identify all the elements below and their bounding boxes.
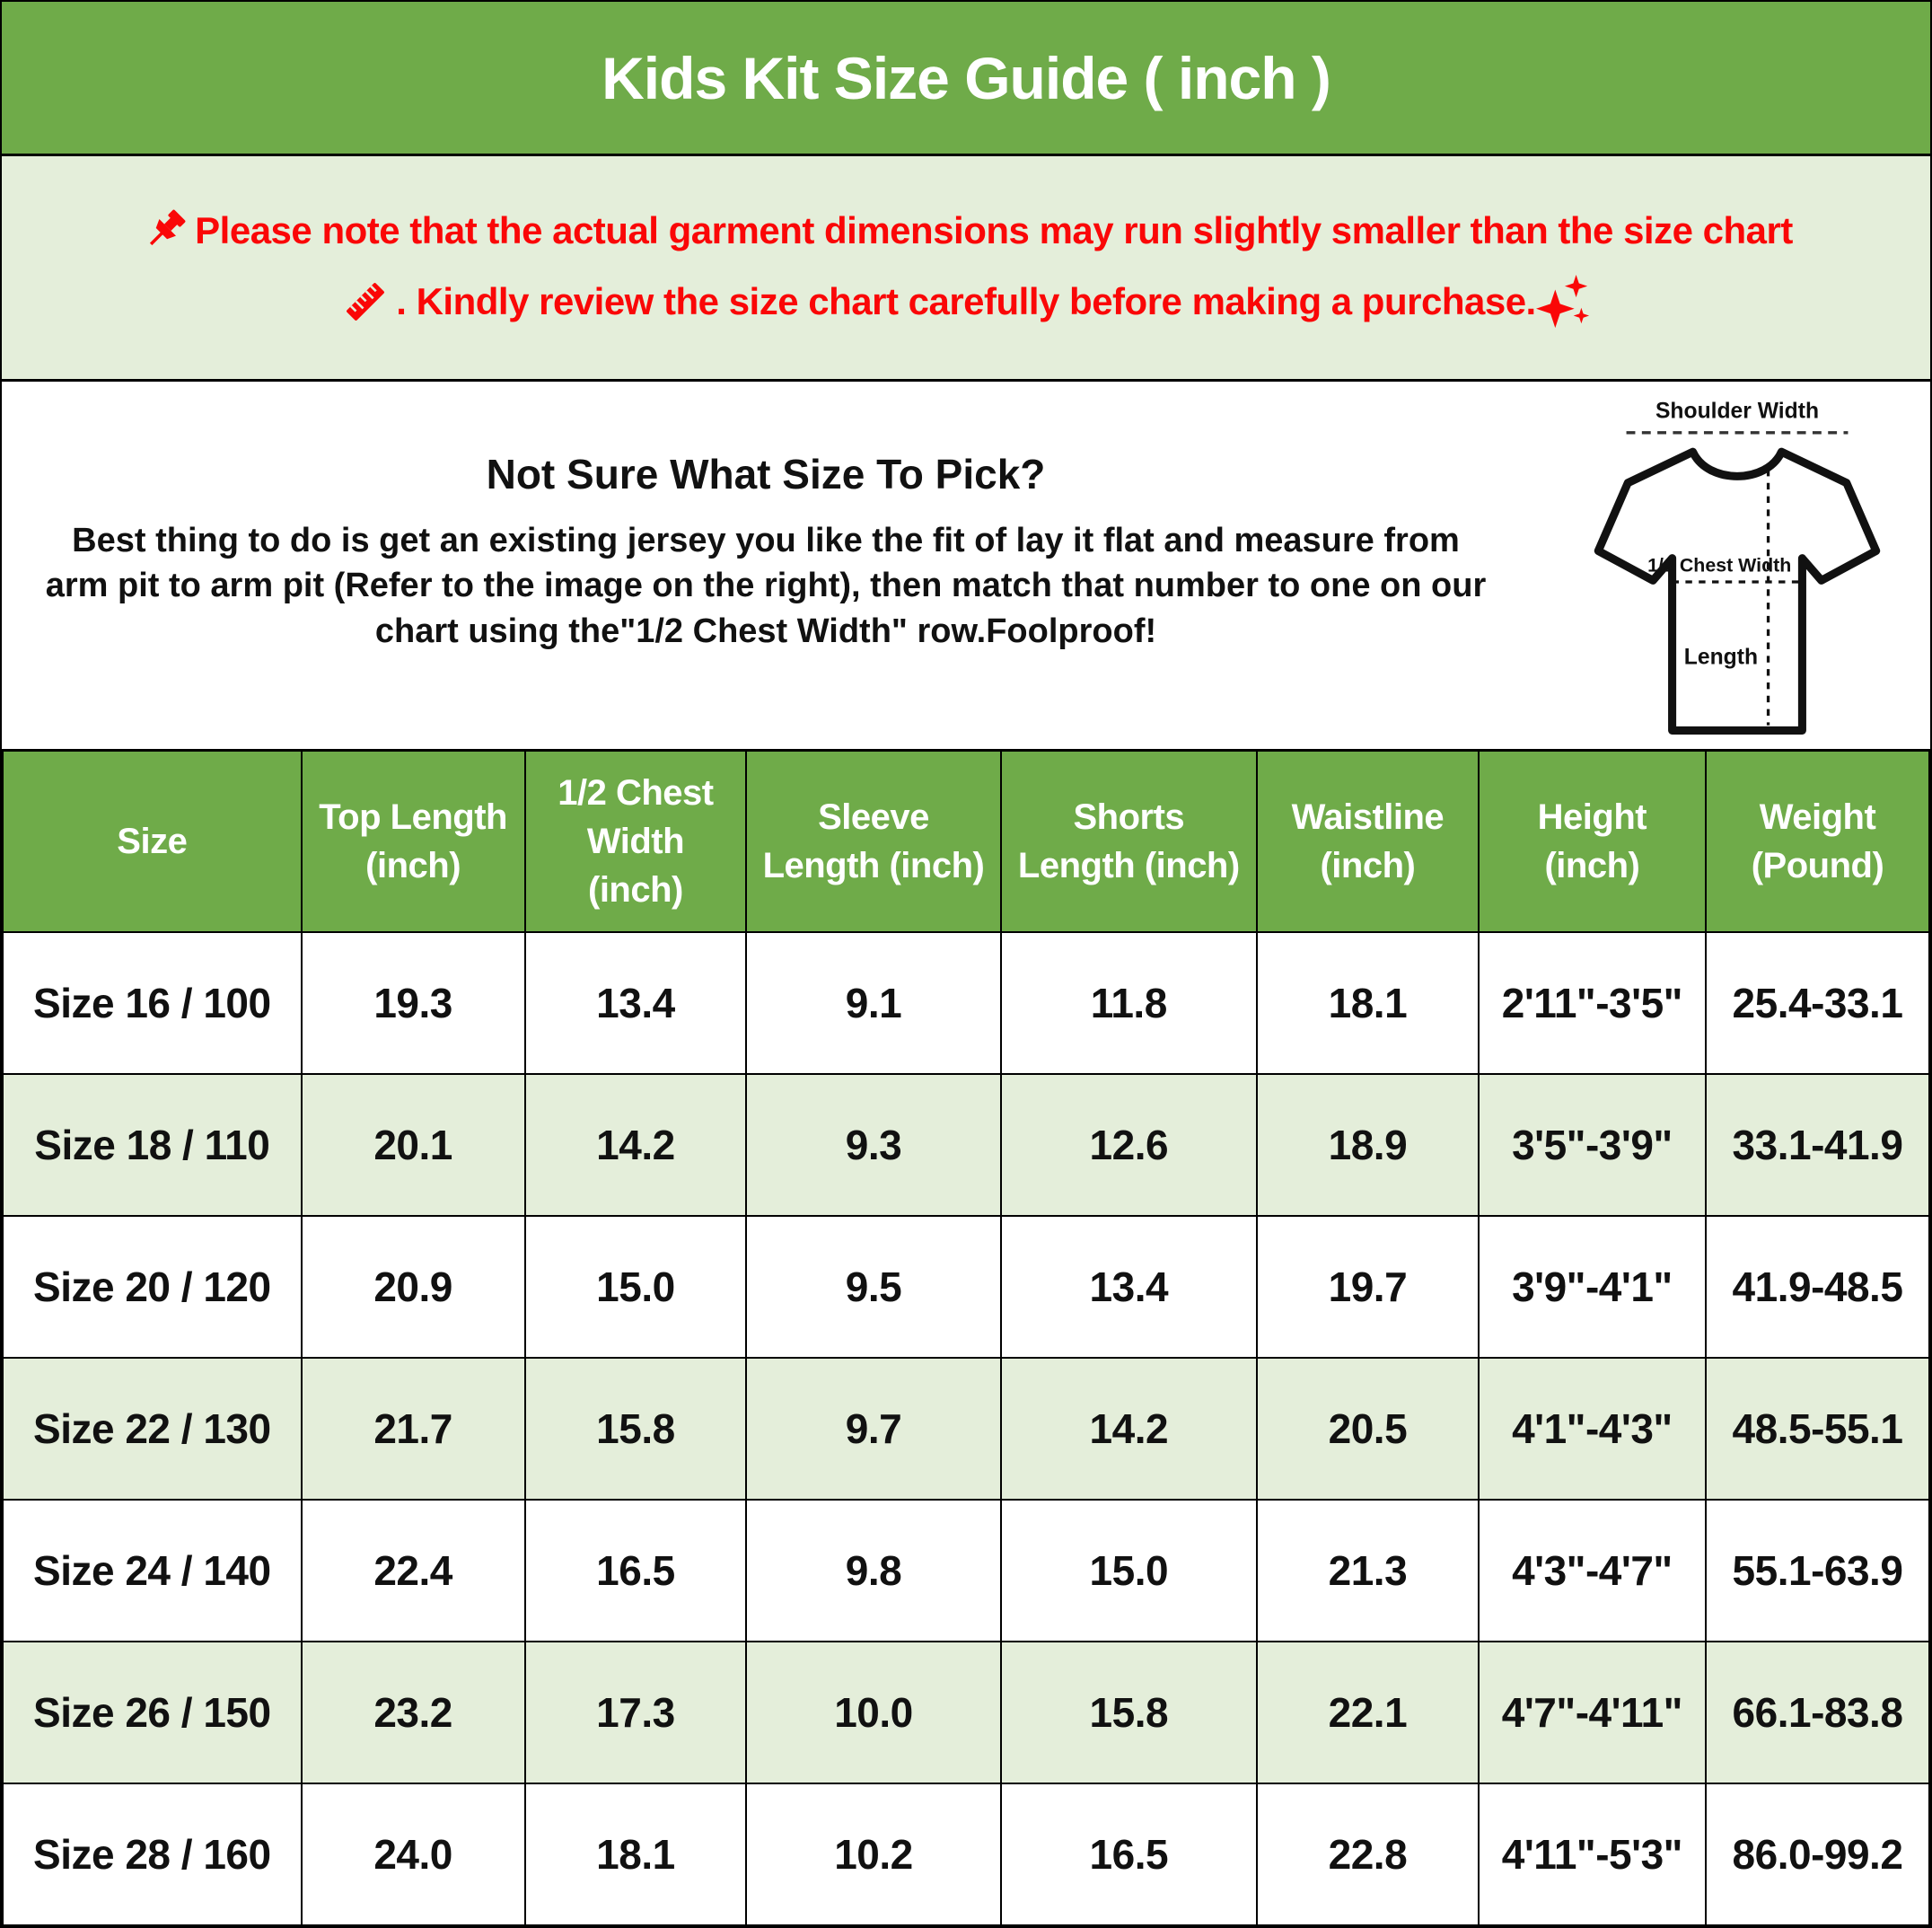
size-table <box>2 749 1930 1926</box>
table-row <box>3 1358 1929 1500</box>
value-cell: 23.2 <box>302 1642 525 1783</box>
value-cell: 20.5 <box>1257 1358 1479 1500</box>
value-cell: 18.9 <box>1257 1074 1479 1216</box>
column-header: Top Length (inch) <box>302 751 525 932</box>
tshirt-outline <box>1598 452 1875 730</box>
value-cell: 55.1-63.9 <box>1706 1500 1929 1642</box>
value-cell: 16.5 <box>525 1500 747 1642</box>
value-cell: 48.5-55.1 <box>1706 1358 1929 1500</box>
value-cell: 18.1 <box>525 1783 747 1925</box>
value-cell: 16.5 <box>1001 1783 1257 1925</box>
column-header: Height (inch) <box>1479 751 1706 932</box>
value-cell: 4'11"-5'3" <box>1479 1783 1706 1925</box>
ruler-icon <box>340 277 391 327</box>
column-header: Sleeve Length (inch) <box>746 751 1000 932</box>
value-cell: 20.1 <box>302 1074 525 1216</box>
value-cell: 3'9"-4'1" <box>1479 1216 1706 1358</box>
value-cell: 4'7"-4'11" <box>1479 1642 1706 1783</box>
value-cell: 9.8 <box>746 1500 1000 1642</box>
value-cell: 86.0-99.2 <box>1706 1783 1929 1925</box>
size-cell: Size 28 / 160 <box>3 1783 302 1925</box>
size-cell: Size 16 / 100 <box>3 932 302 1074</box>
column-header: Weight (Pound) <box>1706 751 1929 932</box>
value-cell: 9.1 <box>746 932 1000 1074</box>
value-cell: 17.3 <box>525 1642 747 1783</box>
help-body: Best thing to do is get an existing jersey you like the fit of lay it flat and measure from arm pit to arm pit (Refer to the image on the right), then match that number to one on our chart using the"1/2 Chest Width" row.Foolproof! <box>45 522 1487 650</box>
size-cell: Size 20 / 120 <box>3 1216 302 1358</box>
size-cell: Size 18 / 110 <box>3 1074 302 1216</box>
value-cell: 19.7 <box>1257 1216 1479 1358</box>
chest-width-label: 1/2 Chest Width <box>1647 554 1792 577</box>
sparkles-icon <box>1536 274 1592 330</box>
help-heading: Not Sure What Size To Pick? <box>486 451 1046 498</box>
value-cell: 15.0 <box>1001 1500 1257 1642</box>
value-cell: 18.1 <box>1257 932 1479 1074</box>
value-cell: 22.4 <box>302 1500 525 1642</box>
table-row <box>3 1783 1929 1925</box>
value-cell: 9.3 <box>746 1074 1000 1216</box>
notice-text: . Kindly review the size chart carefully before making a purchase. <box>396 279 1536 322</box>
value-cell: 9.7 <box>746 1358 1000 1500</box>
value-cell: 11.8 <box>1001 932 1257 1074</box>
value-cell: 22.1 <box>1257 1642 1479 1783</box>
value-cell: 2'11"-3'5" <box>1479 932 1706 1074</box>
size-cell: Size 22 / 130 <box>3 1358 302 1500</box>
value-cell: 19.3 <box>302 932 525 1074</box>
value-cell: 15.8 <box>1001 1642 1257 1783</box>
value-cell: 41.9-48.5 <box>1706 1216 1929 1358</box>
shirt-measurement-svg <box>1553 394 1921 749</box>
table-row <box>3 1216 1929 1358</box>
value-cell: 66.1-83.8 <box>1706 1642 1929 1783</box>
notice-line-1 <box>139 206 1793 256</box>
value-cell: 9.5 <box>746 1216 1000 1358</box>
table-row <box>3 932 1929 1074</box>
page-title: Kids Kit Size Guide ( inch ) <box>602 44 1330 111</box>
table-row <box>3 1500 1929 1642</box>
column-header: Waistline (inch) <box>1257 751 1479 932</box>
column-header: 1/2 Chest Width (inch) <box>525 751 747 932</box>
value-cell: 13.4 <box>1001 1216 1257 1358</box>
notice-line-2 <box>340 274 1591 330</box>
value-cell: 21.7 <box>302 1358 525 1500</box>
value-cell: 3'5"-3'9" <box>1479 1074 1706 1216</box>
pushpin-icon <box>139 206 189 256</box>
value-cell: 22.8 <box>1257 1783 1479 1925</box>
table-row <box>3 1074 1929 1216</box>
value-cell: 21.3 <box>1257 1500 1479 1642</box>
size-table-body <box>3 932 1929 1925</box>
value-cell: 4'3"-4'7" <box>1479 1500 1706 1642</box>
size-cell: Size 26 / 150 <box>3 1642 302 1783</box>
value-cell: 14.2 <box>525 1074 747 1216</box>
value-cell: 4'1"-4'3" <box>1479 1358 1706 1500</box>
value-cell: 10.0 <box>746 1642 1000 1783</box>
shirt-diagram <box>1544 382 1930 749</box>
value-cell: 20.9 <box>302 1216 525 1358</box>
column-header: Size <box>3 751 302 932</box>
title-banner <box>2 2 1930 156</box>
column-header: Shorts Length (inch) <box>1001 751 1257 932</box>
value-cell: 15.0 <box>525 1216 747 1358</box>
value-cell: 33.1-41.9 <box>1706 1074 1929 1216</box>
value-cell: 12.6 <box>1001 1074 1257 1216</box>
value-cell: 14.2 <box>1001 1358 1257 1500</box>
size-table-head-row <box>3 751 1929 932</box>
value-cell: 13.4 <box>525 932 747 1074</box>
value-cell: 25.4-33.1 <box>1706 932 1929 1074</box>
value-cell: 15.8 <box>525 1358 747 1500</box>
value-cell: 10.2 <box>746 1783 1000 1925</box>
shoulder-width-label: Shoulder Width <box>1655 399 1820 424</box>
length-label: Length <box>1683 645 1759 670</box>
help-text-block <box>2 382 1544 749</box>
notice-text: Please note that the actual garment dimensions may run slightly smaller than the size chart <box>195 208 1793 251</box>
value-cell: 24.0 <box>302 1783 525 1925</box>
table-row <box>3 1642 1929 1783</box>
notice-banner <box>2 156 1930 382</box>
size-cell: Size 24 / 140 <box>3 1500 302 1642</box>
help-section <box>2 382 1930 749</box>
